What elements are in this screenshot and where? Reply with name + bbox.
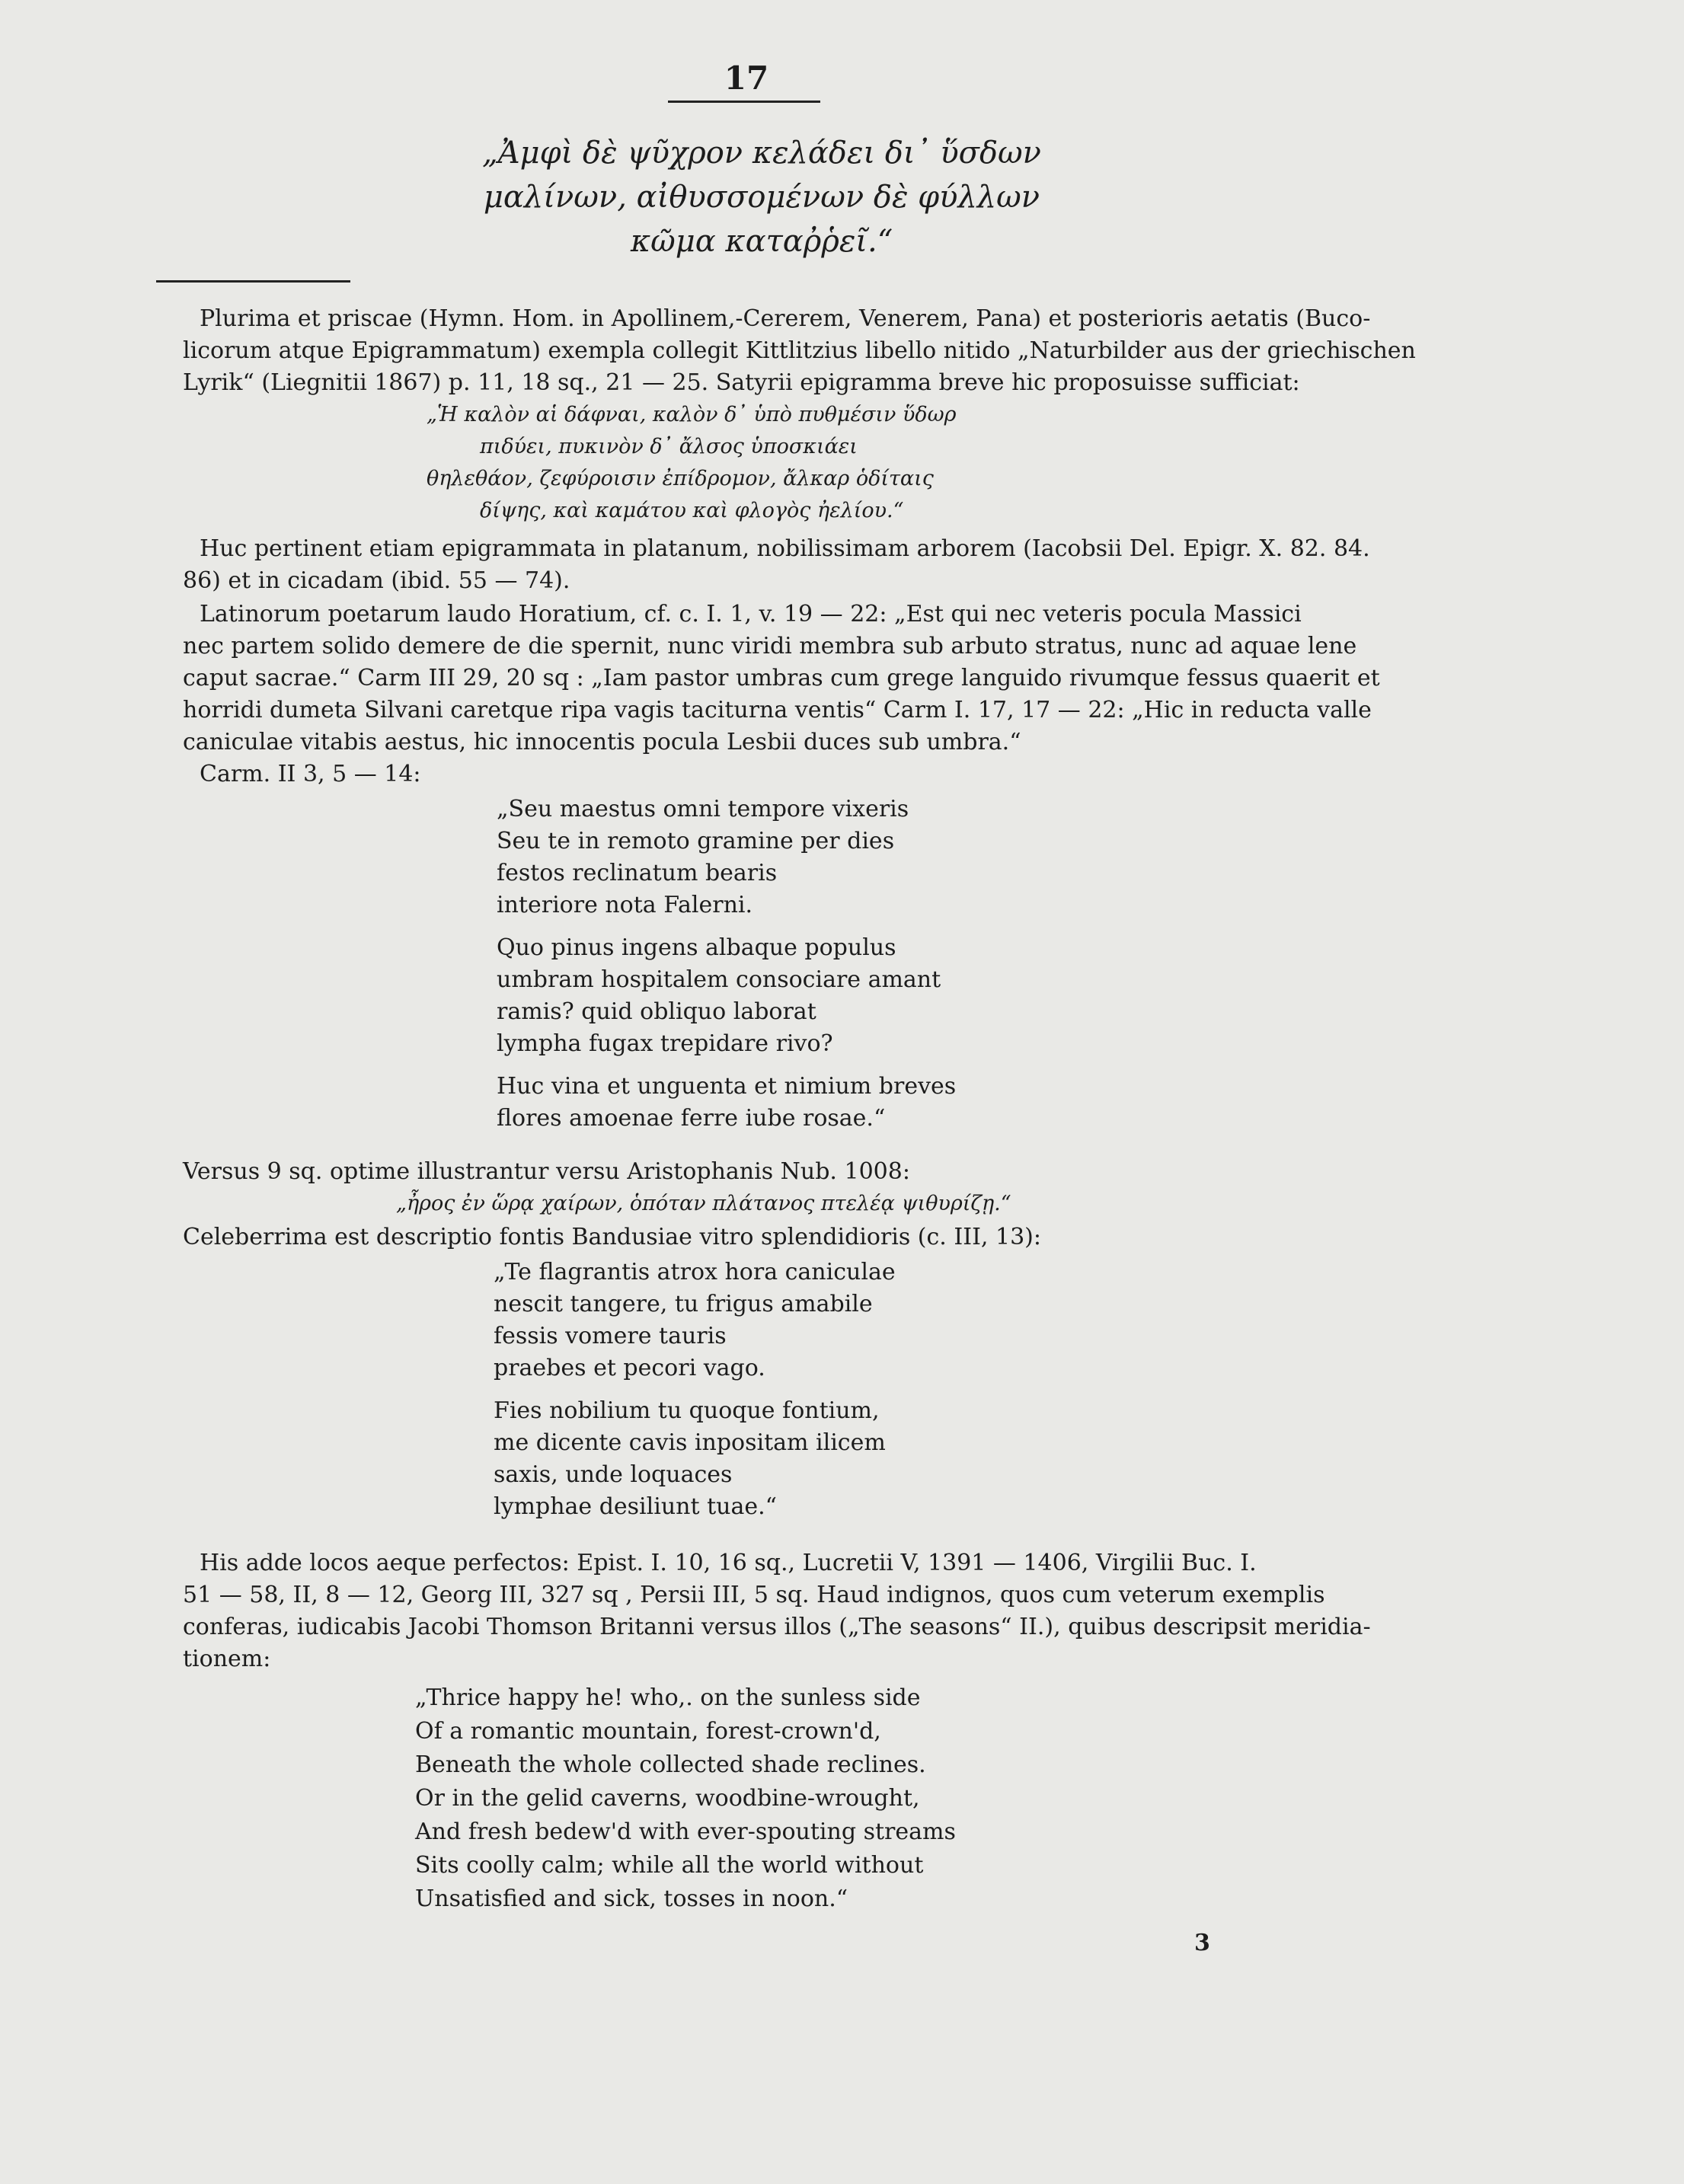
paragraph-plurima (183, 303, 1416, 399)
text-line: tionem: (183, 1646, 271, 1672)
horace-verse-carm-ii-3 (497, 793, 956, 1135)
verse-line: Beneath the whole collected shade reclines. (415, 1751, 926, 1778)
greek-heading-line: μαλίνων, αἰθυσσομένων δὲ φύλλων (483, 180, 1040, 215)
page-number-rule (668, 101, 820, 103)
verse-line: θηλεθάον, ζεφύροισιν ἐπίδρομον, ἄλκαρ ὁδίταις (427, 467, 934, 490)
verse-line: And fresh bedew'd with ever-spouting streams (415, 1818, 956, 1845)
horace-verse-bandusia (494, 1256, 896, 1523)
text-line: Huc pertinent etiam epigrammata in platanum, nobilissimam arborem (Iacobsii Del. Epigr. X. 82. 84. (200, 535, 1370, 562)
verse-line: Quo pinus ingens albaque populus (497, 934, 896, 961)
verse-line: umbram hospitalem consociare amant (497, 966, 941, 993)
text-line: His adde locos aeque perfectos: Epist. I. 10, 16 sq., Lucretii V, 1391 — 1406, Virgilii Buc. I. (200, 1550, 1257, 1576)
verse-line: praebes et pecori vago. (494, 1355, 765, 1381)
text-line: nec partem solido demere de die spernit, nunc viridi membra sub arbuto stratus, nunc ad aquae lene (183, 633, 1357, 659)
greek-heading-line: κῶμα καταῤῥεῖ.“ (630, 224, 893, 259)
text-line: caput sacrae.“ Carm III 29, 20 sq : „Iam pastor umbras cum grege languido rivumque fessus quaerit et (183, 665, 1380, 691)
stanza-gap (497, 921, 956, 932)
signature-mark: 3 (1194, 1930, 1210, 1956)
verse-line: interiore nota Falerni. (497, 892, 753, 918)
verse-line: Or in the gelid caverns, woodbine-wrought, (415, 1785, 920, 1812)
verse-line: „Ἡ καλὸν αἱ δάφναι, καλὸν δ᾽ ὑπὸ πυθμέσιν ὕδωρ (427, 403, 957, 426)
thomson-verse (415, 1681, 956, 1916)
stanza-gap (497, 1060, 956, 1071)
verse-line: „ἦρος ἐν ὥρᾳ χαίρων, ὁπόταν πλάτανος πτελέᾳ ψιθυρίζῃ.“ (396, 1192, 1011, 1215)
stanza-gap (494, 1384, 896, 1395)
verse-line: fessis vomere tauris (494, 1323, 727, 1349)
greek-epigram (427, 399, 957, 527)
greek-heading-line: „Ἀμφὶ δὲ ψῦχρον κελάδει δι᾽ ὕσδων (482, 136, 1041, 171)
text-line: 51 — 58, II, 8 — 12, Georg III, 327 sq , Persii III, 5 sq. Haud indignos, quos cum veterum exemplis (183, 1582, 1325, 1608)
verse-line: δίψης, καὶ καμάτου καὶ φλογὸς ἠελίου.“ (480, 499, 904, 522)
verse-line: Fies nobilium tu quoque fontium, (494, 1397, 880, 1424)
verse-line: Seu te in remoto gramine per dies (497, 828, 895, 854)
text-line: caniculae vitabis aestus, hic innocentis pocula Lesbii duces sub umbra.“ (183, 729, 1021, 755)
verse-line: lymphae desiliunt tuae.“ (494, 1493, 777, 1520)
paragraph-celeberrima (183, 1221, 1369, 1253)
text-line: licorum atque Epigrammatum) exempla collegit Kittlitzius libello nitido „Naturbilder aus der griechischen (183, 337, 1416, 364)
verse-line: „Seu maestus omni tempore vixeris (497, 796, 909, 822)
verse-line: πιδύει, πυκινὸν δ᾽ ἄλσος ὑποσκιάει (480, 435, 858, 458)
paragraph-his-adde (183, 1547, 1369, 1675)
text-line: Celeberrima est descriptio fontis Bandusiae vitro splendidioris (c. III, 13): (183, 1224, 1041, 1250)
verse-line: flores amoenae ferre iube rosae.“ (497, 1105, 886, 1132)
greek-aristophanes-quote (396, 1188, 1011, 1220)
verse-line: ramis? quid obliquo laborat (497, 998, 816, 1025)
verse-line: „Te flagrantis atrox hora caniculae (494, 1259, 896, 1285)
verse-line: lympha fugax trepidare rivo? (497, 1030, 833, 1057)
text-line: Plurima et priscae (Hymn. Hom. in Apollinem,-Cererem, Venerem, Pana) et posterioris aetatis (Buco- (200, 305, 1371, 332)
verse-line: festos reclinatum bearis (497, 860, 778, 886)
text-line: Latinorum poetarum laudo Horatium, cf. c. I. 1, v. 19 — 22: „Est qui nec veteris pocula Massici (200, 601, 1302, 627)
heading-rule (156, 280, 350, 283)
carm-reference (183, 758, 1369, 790)
verse-line: nescit tangere, tu frigus amabile (494, 1291, 873, 1317)
text-line: conferas, iudicabis Jacobi Thomson Britanni versus illos („The seasons“ II.), quibus descripsit meridia- (183, 1614, 1371, 1640)
text-line: Versus 9 sq. optime illustrantur versu Aristophanis Nub. 1008: (183, 1158, 910, 1185)
page-number: 17 (724, 59, 769, 97)
verse-line: Sits coolly calm; while all the world without (415, 1852, 924, 1879)
text-line: 86) et in cicadam (ibid. 55 — 74). (183, 567, 570, 594)
text-line: Lyrik“ (Liegnitii 1867) p. 11, 18 sq., 21 — 25. Satyrii epigramma breve hic proposuisse sufficiat: (183, 369, 1300, 396)
verse-line: Unsatisfied and sick, tosses in noon.“ (415, 1885, 848, 1912)
verse-line: me dicente cavis inpositam ilicem (494, 1429, 886, 1456)
paragraph-huc-pertinent (183, 533, 1369, 597)
greek-heading (381, 131, 1142, 263)
verse-line: saxis, unde loquaces (494, 1461, 733, 1488)
paragraph-latinorum (183, 599, 1380, 758)
verse-line: „Thrice happy he! who,. on the sunless side (415, 1684, 921, 1711)
text-line: horridi dumeta Silvani caretque ripa vagis taciturna ventis“ Carm I. 17, 17 — 22: „Hic in reducta valle (183, 697, 1372, 723)
verse-line: Huc vina et unguenta et nimium breves (497, 1073, 957, 1100)
verse-line: Of a romantic mountain, forest-crown'd, (415, 1718, 881, 1745)
text-line: Carm. II 3, 5 — 14: (200, 761, 421, 787)
paragraph-versus (183, 1156, 1369, 1188)
